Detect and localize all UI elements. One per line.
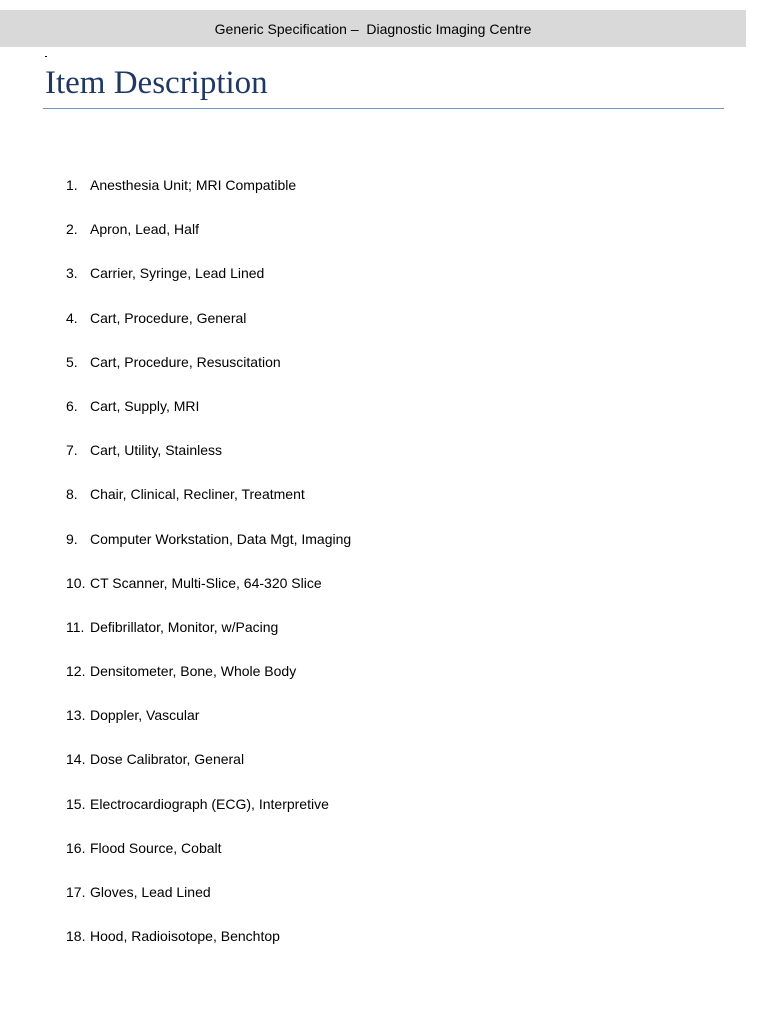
item-number: 1. bbox=[66, 177, 78, 193]
list-item bbox=[66, 263, 351, 307]
item-text: Flood Source, Cobalt bbox=[90, 839, 222, 856]
document-header bbox=[0, 10, 746, 47]
list-item bbox=[66, 926, 351, 970]
item-number: 8. bbox=[66, 486, 78, 503]
header-title: Generic Specification – Diagnostic Imaging Centre bbox=[214, 20, 532, 37]
list-item bbox=[66, 794, 351, 838]
item-text: Carrier, Syringe, Lead Lined bbox=[90, 265, 265, 282]
item-text: Cart, Procedure, General bbox=[90, 309, 247, 326]
item-number: 6. bbox=[66, 397, 78, 414]
list-item bbox=[66, 882, 351, 926]
item-text: Cart, Utility, Stainless bbox=[90, 442, 222, 459]
list-item bbox=[66, 838, 351, 882]
item-text: Chair, Clinical, Recliner, Treatment bbox=[90, 486, 305, 503]
item-text: Computer Workstation, Data Mgt, Imaging bbox=[90, 530, 352, 547]
list-item bbox=[66, 617, 351, 661]
item-text: CT Scanner, Multi-Slice, 64-320 Slice bbox=[90, 574, 322, 591]
item-text: Doppler, Vascular bbox=[90, 707, 200, 724]
header-mark bbox=[45, 56, 47, 57]
item-number: 15. bbox=[66, 795, 86, 812]
item-number: 18. bbox=[66, 928, 86, 945]
item-number: 14. bbox=[66, 751, 86, 768]
item-number: 9. bbox=[66, 530, 78, 547]
item-text: Defibrillator, Monitor, w/Pacing bbox=[90, 618, 279, 635]
item-text: Electrocardiograph (ECG), Interpretive bbox=[90, 795, 329, 812]
list-item bbox=[66, 705, 351, 749]
item-number: 17. bbox=[66, 884, 86, 900]
item-number: 4. bbox=[66, 309, 78, 326]
list-item bbox=[66, 661, 351, 705]
item-number: 12. bbox=[66, 663, 86, 680]
page-title: Item Description bbox=[45, 65, 268, 101]
item-number: 7. bbox=[66, 442, 78, 459]
item-text: Cart, Supply, MRI bbox=[90, 397, 200, 414]
item-number: 13. bbox=[66, 707, 86, 724]
list-item bbox=[66, 352, 351, 396]
item-text: Anesthesia Unit; MRI Compatible bbox=[90, 177, 297, 193]
item-number: 11. bbox=[66, 618, 85, 635]
list-item bbox=[66, 440, 351, 484]
item-text: Cart, Procedure, Resuscitation bbox=[90, 353, 281, 370]
title-divider bbox=[43, 108, 724, 109]
item-number: 5. bbox=[66, 353, 78, 370]
item-text: Apron, Lead, Half bbox=[90, 221, 199, 238]
item-text: Gloves, Lead Lined bbox=[90, 884, 211, 900]
item-list bbox=[66, 175, 351, 970]
item-number: 16. bbox=[66, 839, 86, 856]
list-item bbox=[66, 529, 351, 573]
item-text: Densitometer, Bone, Whole Body bbox=[90, 663, 297, 680]
list-item bbox=[66, 308, 351, 352]
item-number: 10. bbox=[66, 574, 86, 591]
item-number: 2. bbox=[66, 221, 78, 238]
list-item bbox=[66, 573, 351, 617]
item-text: Dose Calibrator, General bbox=[90, 751, 245, 768]
list-item bbox=[66, 175, 351, 219]
list-item bbox=[66, 484, 351, 528]
list-item bbox=[66, 749, 351, 793]
item-text: Hood, Radioisotope, Benchtop bbox=[90, 928, 280, 945]
list-item bbox=[66, 219, 351, 263]
list-item bbox=[66, 396, 351, 440]
item-number: 3. bbox=[66, 265, 78, 282]
